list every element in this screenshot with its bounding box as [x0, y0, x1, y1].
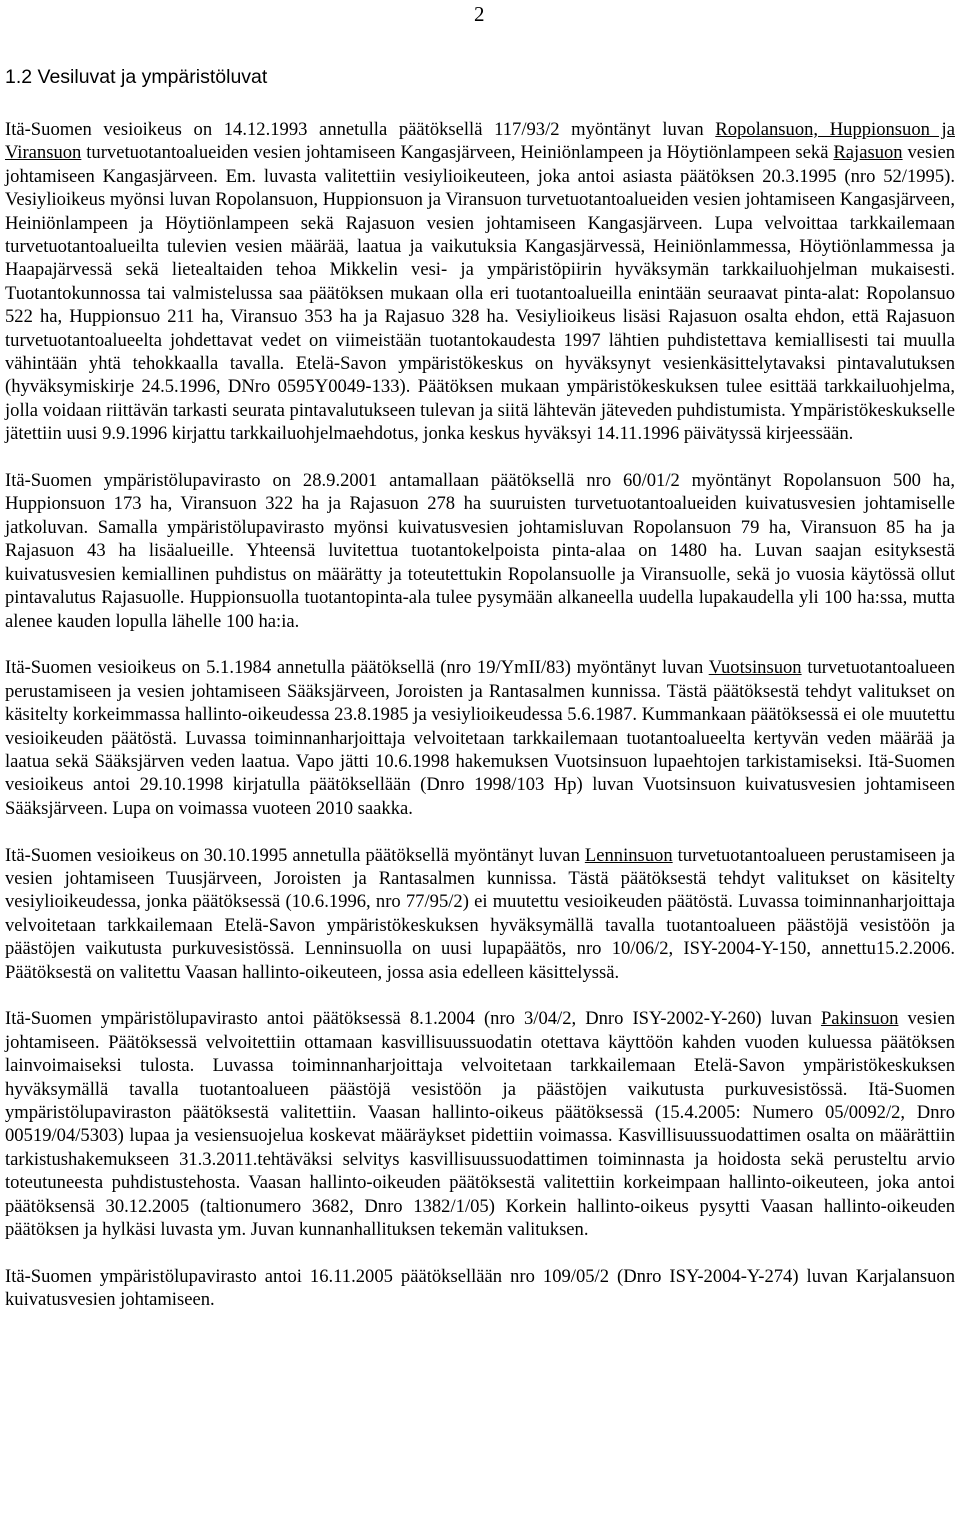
paragraph-ropolansuo: [5, 118, 955, 446]
paragraph-text: vesien johtamiseen Kangasjärveen. Em. luvasta valitettiin vesiylioikeuteen, joka antoi asiasta päätöksen 20.3.1995 (nro 52/1995). Vesiylioikeus myönsi luvan Ropolansuon, Huppionsuon ja Viransuon turvetuotantoalueiden vesien johtamiseen Kangasjärveen, Heiniönlampeen ja Höytiönlampeen sekä Rajasuon vesien johtamiseen Kangasjärveen. Lupa velvoittaa tarkkailemaan turvetuotantoalueilta tulevien vesien määrää, laatua ja vaikutuksia Kangasjärvessä, Heiniönlammessa, Höytiönlammessa ja Haapajärvessä sekä lietealtaiden tehoa Mikkelin vesi- ja ympäristöpiirin hyväksymän tarkkailuohjelman mukaisesti. Tuotantokunnossa tai valmistelussa saa päätöksen mukaan olla eri tuotantoalueilla enintään seuraavat pinta-alat: Ropolansuo 522 ha, Huppionsuo 211 ha, Viransuo 353 ha ja Rajasuo 328 ha. Vesiylioikeus lisäsi Rajasuon osalta ehdon, että Rajasuon turvetuotantoalueelta johdettavat vedet on viimeistään tuotantokaudesta 1997 lähtien puhdistettava kemiallisesti tai muulla vähintään yhtä tehokkaalla tavalla. Etelä-Savon ympäristökeskus on hyväksynyt vesienkäsittelytavaksi pintavalutuksen (hyväksymiskirje 24.5.1996, DNro 0595Y0049-133). Päätöksen mukaan ympäristökeskuksen tulee esittää tarkkailuohjelma, jolla voidaan riittävän tarkasti seurata pintavalutukseen tulevan ja siitä lähtevän jäteveden puhdistumista. Ympäristökeskukselle jätettiin uusi 9.9.1996 kirjattu tarkkailuohjelmaehdotus, jonka keskus hyväksyi 14.11.1996 päivätyssä kirjeessään.: [5, 142, 956, 445]
paragraph-ymparistolupa-2001: [5, 469, 955, 633]
paragraph-text: Itä-Suomen vesioikeus on 14.12.1993 annetulla päätöksellä 117/93/2 myöntänyt luvan: [5, 119, 716, 140]
site-name-underlined: Rajasuon: [833, 142, 903, 164]
paragraph-vuotsinsuo: [5, 656, 955, 820]
paragraph-text: Itä-Suomen vesioikeus on 5.1.1984 annetulla päätöksellä (nro 19/YmII/83) myöntänyt luvan: [5, 657, 709, 679]
paragraph-text: Itä-Suomen ympäristölupavirasto antoi päätöksessä 8.1.2004 (nro 3/04/2, Dnro ISY-2002-Y-260) luvan: [5, 1008, 821, 1030]
paragraph-text: Itä-Suomen ympäristölupavirasto on 28.9.2001 antamallaan päätöksellä nro 60/01/2 myöntänyt Ropolansuon 500 ha, Huppionsuon 173 ha, Viransuon 322 ha ja Rajasuon 278 ha suuruisten turvetuotantoalueiden kuivatusvesien johtamiselle jatkoluvan. Samalla ympäristölupavirasto myönsi kuivatusvesien johtamisluvan Ropolansuon 79 ha, Viransuon 85 ha ja Rajasuon 43 ha lisäalueille. Yhteensä luvitettua tuotantokelpoista pinta-alaa on 1480 ha. Luvan saajan esityksestä kuivatusvesien kemiallinen puhdistus on määrätty ja toteutettukin Ropolansuolle ja Viransuolle, sekä jo vuosia käytössä ollut pintavalutus Rajasuolle. Huppionsuolla tuotantopinta-ala tulee pysymään alkaneella uudella lupakaudella yli 100 ha:ssa, mutta alenee kauden lopulla lähelle 100 ha:ia.: [5, 470, 955, 632]
document-body: [5, 118, 955, 1335]
site-name-underlined: Pakinsuon: [820, 1008, 899, 1030]
paragraph-text: Itä-Suomen ympäristölupavirasto antoi 16.11.2005 päätöksellään nro 109/05/2 (Dnro ISY-2004-Y-274) luvan Karjalansuon kuivatusvesien johtamiseen.: [5, 1265, 955, 1311]
paragraph-lenninsuo: [5, 844, 955, 984]
paragraph-text: turvetuotantoalueen perustamiseen ja vesien johtamiseen Sääksjärveen, Joroisten ja Rantasalmen kunnissa. Tästä päätöksestä tehdyt valitukset on käsitelty korkeimmassa hallinto-oikeudessa 23.8.1985 ja vesiylioikeudessa 5.6.1987. Kummankaan päätöksessä ei ole muutettu vesioikeuden päätöstä. Luvassa toiminnanharjoittaja velvoitetaan tarkkailemaan tuotantoalueelta kertyvän veden määrää ja laatua sekä Sääksjärven veden laatua. Vapo jätti 10.6.1998 hakemuksen Vuotsinsuon lupaehtojen tarkistamiseksi. Itä-Suomen vesioikeus antoi 29.10.1998 kirjatulla päätöksellään (Dnro 1998/103 Hp) luvan Vuotsinsuon kuivatusvesien johtamiseen Sääksjärveen. Lupa on voimassa vuoteen 2010 saakka.: [5, 657, 956, 819]
paragraph-text: vesien johtamiseen. Päätöksessä velvoitettiin ottamaan kasvillisuussuodatin otettava käyttöön kahden vuoden kuluessa päätöksen lainvoimaiseksi tulosta. Luvassa toiminnanharjoittaja velvoitetaan tarkkailemaan Etelä-Savon ympäristökeskuksen hyväksymällä tavalla tuotantoalueen päästöjä vesistöön ja päästöjen vaikutusta purkuvesistössä. Itä-Suomen ympäristölupaviraston päätöksestä valitettiin. Vaasan hallinto-oikeus päätöksessä (15.4.2005: Numero 05/0092/2, Dnro 00519/04/5303) lupaa ja vesiensuojelua koskevat määräykset pidettiin voimassa. Kasvillisuussuodattimen osalta on määrättiin tarkistushakemukseen 31.3.2011.tehtäväksi selvitys kasvillisuussuodattimen toiminnasta ja hoidosta sekä perusteltu arvio toteutuneesta puhdistustehosta. Vaasan hallinto-oikeuden päätöksestä valitettiin korkeimpaan hallinto-oikeuteen, joka antoi päätöksensä 30.12.2005 (taltionumero 3682, Dnro 1382/1/05) Korkein hallinto-oikeus pysytti Vaasan hallinto-oikeuden päätöksen ja hylkäsi luvasta ym. Juvan kunnanhallituksen tekemän valituksen.: [5, 1008, 955, 1241]
site-name-underlined: Ropolansuon, Huppionsuon ja Viransuon: [5, 119, 955, 164]
paragraph-pakinsuo: [5, 1007, 955, 1241]
paragraph-karjalansuo: [5, 1265, 955, 1312]
site-name-underlined: Vuotsinsuon: [708, 657, 802, 679]
page-number: 2: [474, 2, 485, 26]
paragraph-text: Itä-Suomen vesioikeus on 30.10.1995 annetulla päätöksellä myöntänyt luvan: [5, 844, 585, 866]
section-title: 1.2 Vesiluvat ja ympäristöluvat: [5, 66, 268, 88]
site-name-underlined: Lenninsuon: [584, 844, 673, 866]
paragraph-text: turvetuotantoalueen perustamiseen ja vesien johtamiseen Tuusjärveen, Joroisten ja Rantasalmen kunnissa. Tästä päätöksestä tehdyt valitukset on käsitelty vesiylioikeudessa, jonka päätöksessä (10.6.1996, nro 77/95/2) ei muutettu vesioikeuden päätöstä. Luvassa toiminnanharjoittaja velvoitetaan tarkkailemaan Etelä-Savon ympäristökeskuksen hyväksymällä tavalla tuotantoalueen päästöjä vesistöön ja päästöjen vaikutusta purkuvesistössä. Lenninsuolla on uusi lupapäätös, nro 10/06/2, ISY-2004-Y-150, annettu15.2.2006. Päätöksestä on valitettu Vaasan hallinto-oikeuteen, jossa asia edelleen käsittelyssä.: [5, 844, 955, 983]
paragraph-text: turvetuotantoalueiden vesien johtamiseen Kangasjärveen, Heiniönlampeen ja Höytiönlampeen sekä: [81, 142, 834, 164]
